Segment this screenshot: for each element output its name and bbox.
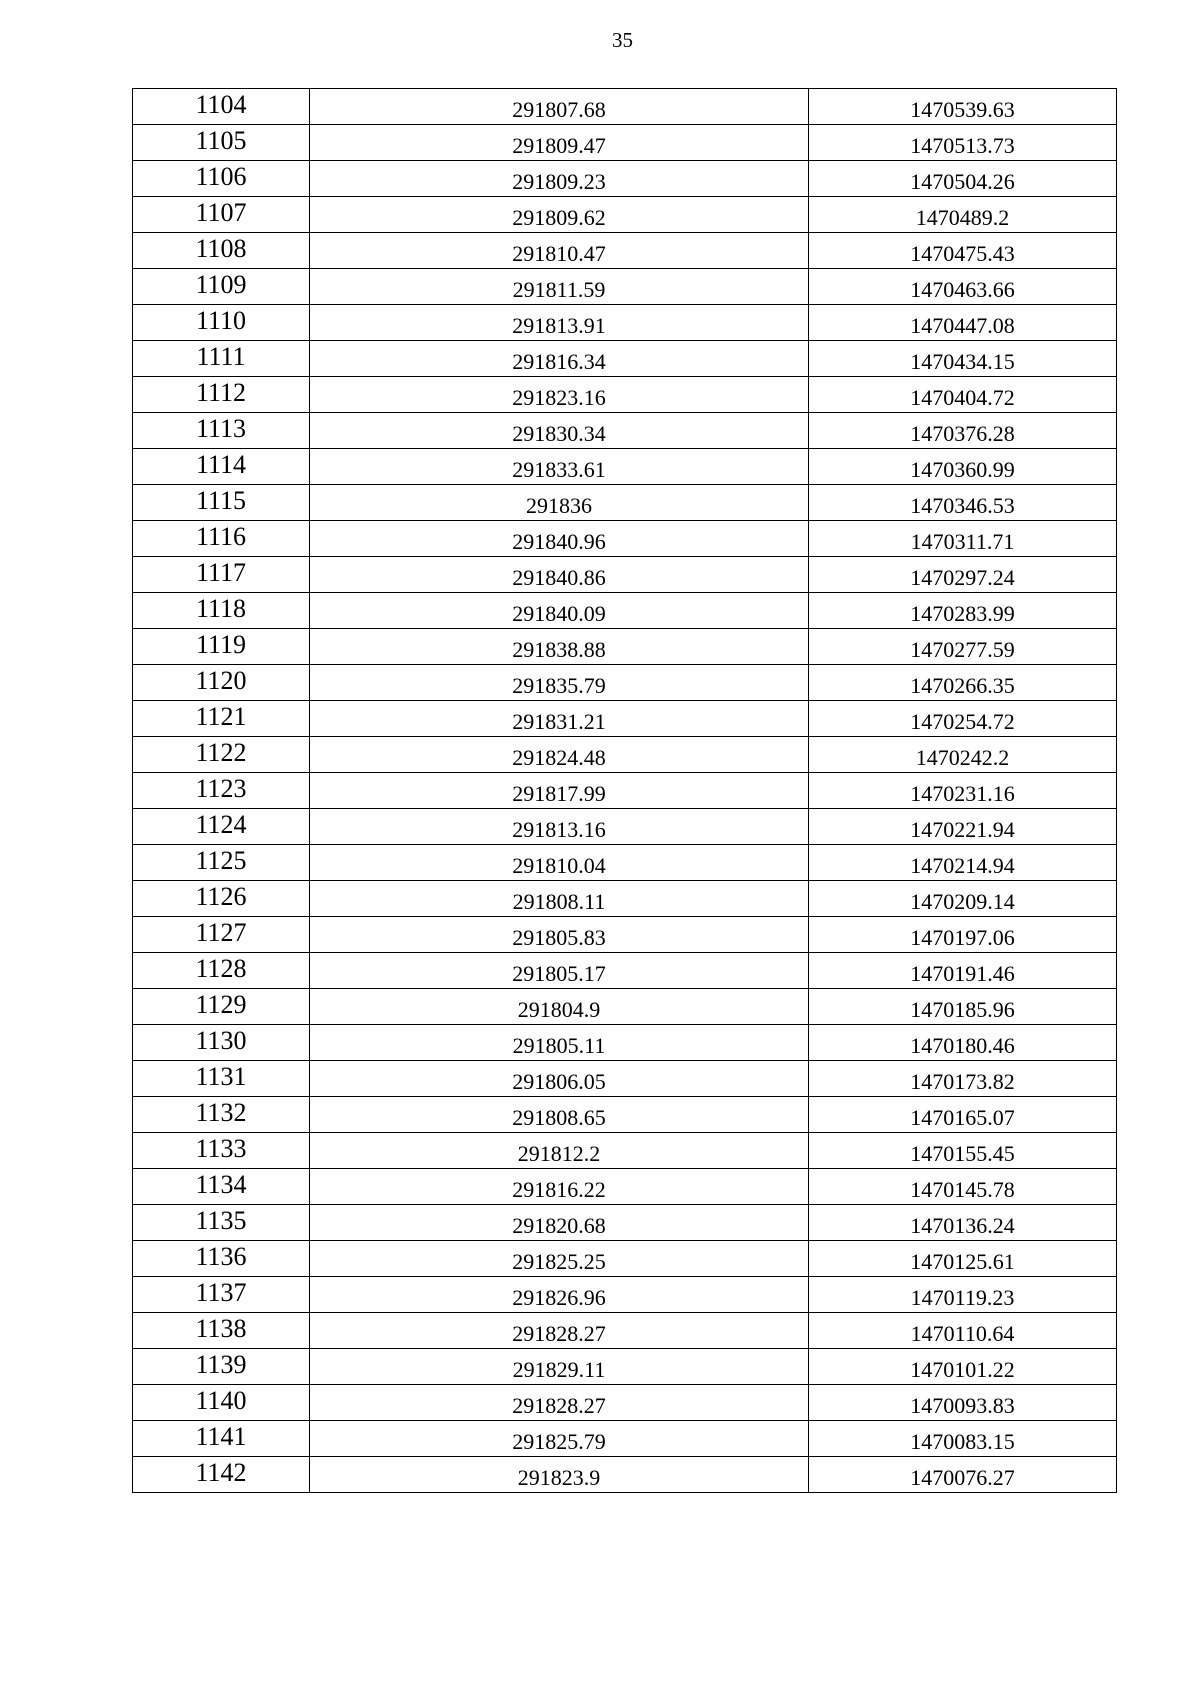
point-number-cell: 1115: [133, 485, 310, 521]
point-number-cell: 1132: [133, 1097, 310, 1133]
x-coordinate-cell: 291811.59: [310, 269, 809, 305]
point-number-cell: 1122: [133, 737, 310, 773]
x-coordinate-cell: 291810.47: [310, 233, 809, 269]
x-coordinate-cell: 291823.16: [310, 377, 809, 413]
x-coordinate-cell: 291812.2: [310, 1133, 809, 1169]
y-coordinate-cell: 1470513.73: [809, 125, 1117, 161]
table-row: [133, 593, 1117, 629]
point-number-cell: 1124: [133, 809, 310, 845]
point-number-cell: 1114: [133, 449, 310, 485]
y-coordinate-cell: 1470504.26: [809, 161, 1117, 197]
x-coordinate-cell: 291808.65: [310, 1097, 809, 1133]
table-row: [133, 881, 1117, 917]
point-number-cell: 1140: [133, 1385, 310, 1421]
x-coordinate-cell: 291825.79: [310, 1421, 809, 1457]
point-number-cell: 1113: [133, 413, 310, 449]
point-number-cell: 1123: [133, 773, 310, 809]
table-row: [133, 1169, 1117, 1205]
y-coordinate-cell: 1470136.24: [809, 1205, 1117, 1241]
y-coordinate-cell: 1470125.61: [809, 1241, 1117, 1277]
x-coordinate-cell: 291809.23: [310, 161, 809, 197]
point-number-cell: 1141: [133, 1421, 310, 1457]
table-row: [133, 809, 1117, 845]
y-coordinate-cell: 1470076.27: [809, 1457, 1117, 1493]
x-coordinate-cell: 291828.27: [310, 1313, 809, 1349]
table-row: [133, 89, 1117, 125]
point-number-cell: 1139: [133, 1349, 310, 1385]
point-number-cell: 1133: [133, 1133, 310, 1169]
y-coordinate-cell: 1470376.28: [809, 413, 1117, 449]
y-coordinate-cell: 1470311.71: [809, 521, 1117, 557]
x-coordinate-cell: 291830.34: [310, 413, 809, 449]
table-row: [133, 989, 1117, 1025]
y-coordinate-cell: 1470221.94: [809, 809, 1117, 845]
point-number-cell: 1135: [133, 1205, 310, 1241]
y-coordinate-cell: 1470266.35: [809, 665, 1117, 701]
table-row: [133, 557, 1117, 593]
x-coordinate-cell: 291823.9: [310, 1457, 809, 1493]
table-row: [133, 341, 1117, 377]
x-coordinate-cell: 291833.61: [310, 449, 809, 485]
table-row: [133, 377, 1117, 413]
point-number-cell: 1118: [133, 593, 310, 629]
table-row: [133, 413, 1117, 449]
point-number-cell: 1137: [133, 1277, 310, 1313]
table-row: [133, 1313, 1117, 1349]
point-number-cell: 1111: [133, 341, 310, 377]
table-row: [133, 737, 1117, 773]
table-row: [133, 1097, 1117, 1133]
table-row: [133, 1457, 1117, 1493]
x-coordinate-cell: 291840.96: [310, 521, 809, 557]
y-coordinate-cell: 1470283.99: [809, 593, 1117, 629]
table-row: [133, 665, 1117, 701]
x-coordinate-cell: 291828.27: [310, 1385, 809, 1421]
y-coordinate-cell: 1470434.15: [809, 341, 1117, 377]
point-number-cell: 1134: [133, 1169, 310, 1205]
table-row: [133, 521, 1117, 557]
x-coordinate-cell: 291816.22: [310, 1169, 809, 1205]
point-number-cell: 1106: [133, 161, 310, 197]
x-coordinate-cell: 291805.17: [310, 953, 809, 989]
table-row: [133, 1421, 1117, 1457]
table-row: [133, 485, 1117, 521]
x-coordinate-cell: 291835.79: [310, 665, 809, 701]
x-coordinate-cell: 291838.88: [310, 629, 809, 665]
x-coordinate-cell: 291840.86: [310, 557, 809, 593]
y-coordinate-cell: 1470119.23: [809, 1277, 1117, 1313]
point-number-cell: 1108: [133, 233, 310, 269]
point-number-cell: 1107: [133, 197, 310, 233]
x-coordinate-cell: 291817.99: [310, 773, 809, 809]
y-coordinate-cell: 1470346.53: [809, 485, 1117, 521]
x-coordinate-cell: 291813.16: [310, 809, 809, 845]
x-coordinate-cell: 291824.48: [310, 737, 809, 773]
y-coordinate-cell: 1470145.78: [809, 1169, 1117, 1205]
point-number-cell: 1120: [133, 665, 310, 701]
y-coordinate-cell: 1470475.43: [809, 233, 1117, 269]
y-coordinate-cell: 1470173.82: [809, 1061, 1117, 1097]
x-coordinate-cell: 291820.68: [310, 1205, 809, 1241]
y-coordinate-cell: 1470155.45: [809, 1133, 1117, 1169]
point-number-cell: 1128: [133, 953, 310, 989]
page-number: 35: [612, 28, 633, 52]
y-coordinate-cell: 1470297.24: [809, 557, 1117, 593]
table-row: [133, 305, 1117, 341]
point-number-cell: 1121: [133, 701, 310, 737]
x-coordinate-cell: 291840.09: [310, 593, 809, 629]
x-coordinate-cell: 291825.25: [310, 1241, 809, 1277]
y-coordinate-cell: 1470242.2: [809, 737, 1117, 773]
y-coordinate-cell: 1470209.14: [809, 881, 1117, 917]
x-coordinate-cell: 291829.11: [310, 1349, 809, 1385]
x-coordinate-cell: 291808.11: [310, 881, 809, 917]
table-row: [133, 953, 1117, 989]
point-number-cell: 1105: [133, 125, 310, 161]
table-row: [133, 449, 1117, 485]
x-coordinate-cell: 291836: [310, 485, 809, 521]
y-coordinate-cell: 1470360.99: [809, 449, 1117, 485]
point-number-cell: 1104: [133, 89, 310, 125]
point-number-cell: 1130: [133, 1025, 310, 1061]
coordinates-table: [132, 88, 1117, 1493]
x-coordinate-cell: 291816.34: [310, 341, 809, 377]
y-coordinate-cell: 1470404.72: [809, 377, 1117, 413]
x-coordinate-cell: 291806.05: [310, 1061, 809, 1097]
y-coordinate-cell: 1470165.07: [809, 1097, 1117, 1133]
x-coordinate-cell: 291809.47: [310, 125, 809, 161]
point-number-cell: 1125: [133, 845, 310, 881]
table-row: [133, 773, 1117, 809]
x-coordinate-cell: 291805.83: [310, 917, 809, 953]
x-coordinate-cell: 291826.96: [310, 1277, 809, 1313]
coordinates-table-body: [133, 89, 1117, 1493]
y-coordinate-cell: 1470277.59: [809, 629, 1117, 665]
point-number-cell: 1136: [133, 1241, 310, 1277]
x-coordinate-cell: 291813.91: [310, 305, 809, 341]
point-number-cell: 1116: [133, 521, 310, 557]
point-number-cell: 1126: [133, 881, 310, 917]
point-number-cell: 1138: [133, 1313, 310, 1349]
y-coordinate-cell: 1470185.96: [809, 989, 1117, 1025]
table-row: [133, 233, 1117, 269]
y-coordinate-cell: 1470214.94: [809, 845, 1117, 881]
table-row: [133, 1349, 1117, 1385]
y-coordinate-cell: 1470447.08: [809, 305, 1117, 341]
table-row: [133, 1205, 1117, 1241]
x-coordinate-cell: 291809.62: [310, 197, 809, 233]
table-row: [133, 161, 1117, 197]
table-row: [133, 197, 1117, 233]
y-coordinate-cell: 1470539.63: [809, 89, 1117, 125]
x-coordinate-cell: 291805.11: [310, 1025, 809, 1061]
y-coordinate-cell: 1470191.46: [809, 953, 1117, 989]
point-number-cell: 1119: [133, 629, 310, 665]
x-coordinate-cell: 291804.9: [310, 989, 809, 1025]
x-coordinate-cell: 291831.21: [310, 701, 809, 737]
point-number-cell: 1117: [133, 557, 310, 593]
table-row: [133, 1061, 1117, 1097]
table-row: [133, 1133, 1117, 1169]
point-number-cell: 1127: [133, 917, 310, 953]
y-coordinate-cell: 1470110.64: [809, 1313, 1117, 1349]
y-coordinate-cell: 1470101.22: [809, 1349, 1117, 1385]
table-row: [133, 125, 1117, 161]
table-row: [133, 917, 1117, 953]
x-coordinate-cell: 291807.68: [310, 89, 809, 125]
table-row: [133, 701, 1117, 737]
y-coordinate-cell: 1470254.72: [809, 701, 1117, 737]
point-number-cell: 1109: [133, 269, 310, 305]
y-coordinate-cell: 1470197.06: [809, 917, 1117, 953]
y-coordinate-cell: 1470489.2: [809, 197, 1117, 233]
table-row: [133, 1025, 1117, 1061]
point-number-cell: 1131: [133, 1061, 310, 1097]
point-number-cell: 1142: [133, 1457, 310, 1493]
table-row: [133, 629, 1117, 665]
table-row: [133, 1385, 1117, 1421]
point-number-cell: 1110: [133, 305, 310, 341]
table-row: [133, 1241, 1117, 1277]
x-coordinate-cell: 291810.04: [310, 845, 809, 881]
y-coordinate-cell: 1470083.15: [809, 1421, 1117, 1457]
table-row: [133, 269, 1117, 305]
y-coordinate-cell: 1470180.46: [809, 1025, 1117, 1061]
point-number-cell: 1112: [133, 377, 310, 413]
point-number-cell: 1129: [133, 989, 310, 1025]
y-coordinate-cell: 1470231.16: [809, 773, 1117, 809]
y-coordinate-cell: 1470093.83: [809, 1385, 1117, 1421]
y-coordinate-cell: 1470463.66: [809, 269, 1117, 305]
table-row: [133, 845, 1117, 881]
table-row: [133, 1277, 1117, 1313]
